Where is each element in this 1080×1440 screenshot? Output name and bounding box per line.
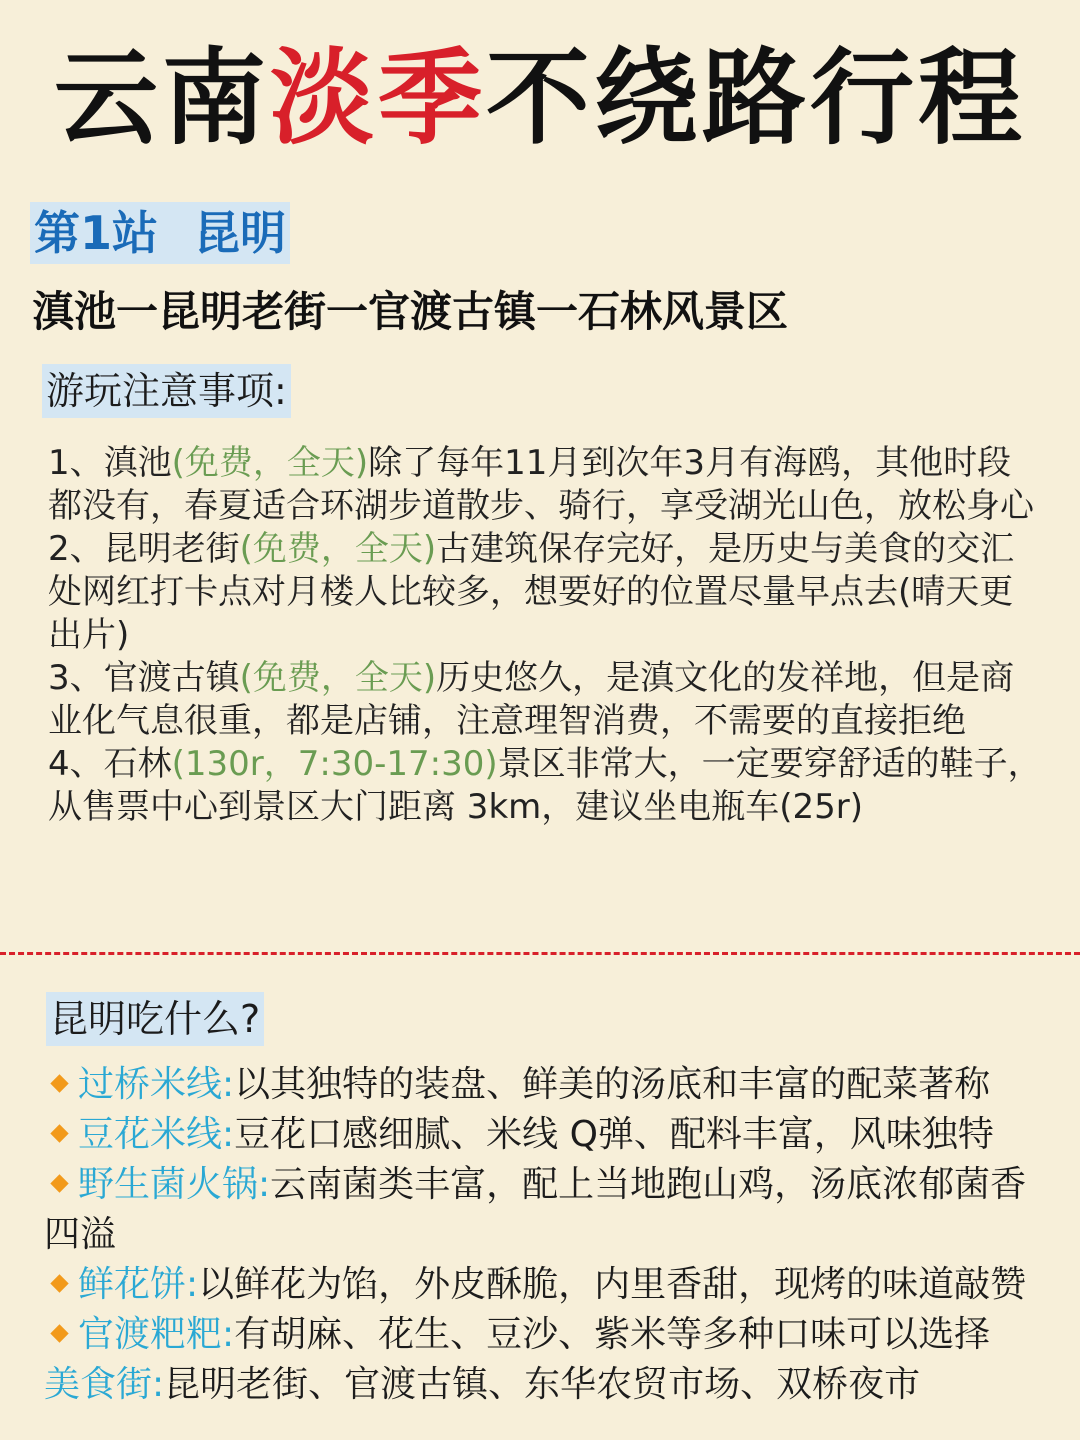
note-prefix: 4、石林 — [48, 744, 172, 784]
food-name: 鲜花饼: — [78, 1264, 199, 1305]
diamond-bullet-icon — [50, 1124, 68, 1142]
diamond-bullet-icon — [50, 1174, 68, 1192]
food-name: 官渡粑粑: — [78, 1314, 235, 1355]
page-title — [0, 38, 1080, 158]
food-street-text: 昆明老街、官渡古镇、东华农贸市场、双桥夜市 — [164, 1364, 921, 1405]
food-item — [44, 1110, 1044, 1160]
title-part-1: 云南 — [53, 37, 270, 159]
station-badge — [30, 202, 290, 264]
route-line: 滇池一昆明老街一官渡古镇一石林风景区 — [32, 287, 789, 336]
food-list — [44, 1060, 1044, 1410]
diamond-bullet-icon — [50, 1324, 68, 1342]
note-prefix: 1、滇池 — [48, 443, 172, 483]
note-item — [48, 657, 1044, 743]
note-text: 历史悠久，是滇文化的发祥地，但是商业化气息很重，都是店铺，注意理智消费，不需要的直接拒绝 — [48, 658, 1015, 741]
note-info: (免费，全天) — [171, 443, 369, 483]
food-name: 豆花米线: — [78, 1114, 235, 1155]
diamond-bullet-icon — [50, 1274, 68, 1292]
note-info: (免费，全天) — [239, 658, 437, 698]
food-item — [44, 1260, 1044, 1310]
food-item — [44, 1060, 1044, 1110]
title-part-3: 不绕路行程 — [486, 37, 1027, 159]
food-desc: 云南菌类丰富，配上当地跑山鸡，汤底浓郁菌香四溢 — [44, 1164, 1027, 1255]
food-desc: 以鲜花为馅，外皮酥脆，内里香甜，现烤的味道敲赞 — [198, 1264, 1027, 1305]
food-item — [44, 1160, 1044, 1260]
note-info: (免费，全天) — [239, 529, 437, 569]
note-item — [48, 528, 1044, 657]
food-street — [44, 1360, 1044, 1410]
diamond-bullet-icon — [50, 1074, 68, 1092]
food-street-label: 美食街: — [44, 1364, 165, 1405]
title-highlight: 淡季 — [269, 37, 486, 159]
dashed-divider — [0, 952, 1080, 955]
station-city: 昆明 — [194, 206, 287, 260]
food-name: 过桥米线: — [78, 1064, 235, 1105]
note-prefix: 2、昆明老街 — [48, 529, 240, 569]
food-heading: 昆明吃什么? — [46, 992, 264, 1046]
note-info: (130r，7:30-17:30) — [171, 744, 498, 784]
note-item — [48, 442, 1044, 528]
notes-heading: 游玩注意事项: — [42, 364, 291, 418]
note-text: 除了每年11月到次年3月有海鸥，其他时段都没有，春夏适合环湖步道散步、骑行，享受湖光山色，放松身心 — [48, 443, 1034, 526]
food-desc: 有胡麻、花生、豆沙、紫米等多种口味可以选择 — [234, 1314, 991, 1355]
note-text: 古建筑保存完好，是历史与美食的交汇处网红打卡点对月楼人比较多，想要好的位置尽量早点去(晴天更出片) — [48, 529, 1015, 655]
food-item — [44, 1310, 1044, 1360]
note-prefix: 3、官渡古镇 — [48, 658, 240, 698]
notes-list — [48, 442, 1044, 829]
note-text: 景区非常大，一定要穿舒适的鞋子，从售票中心到景区大门距离 3km，建议坐电瓶车(25r) — [48, 744, 1042, 827]
note-item — [48, 743, 1044, 829]
food-desc: 豆花口感细腻、米线 Q弹、配料丰富，风味独特 — [234, 1114, 994, 1155]
food-desc: 以其独特的装盘、鲜美的汤底和丰富的配菜著称 — [234, 1064, 991, 1105]
food-name: 野生菌火锅: — [78, 1164, 271, 1205]
station-number: 第1站 — [34, 206, 159, 260]
